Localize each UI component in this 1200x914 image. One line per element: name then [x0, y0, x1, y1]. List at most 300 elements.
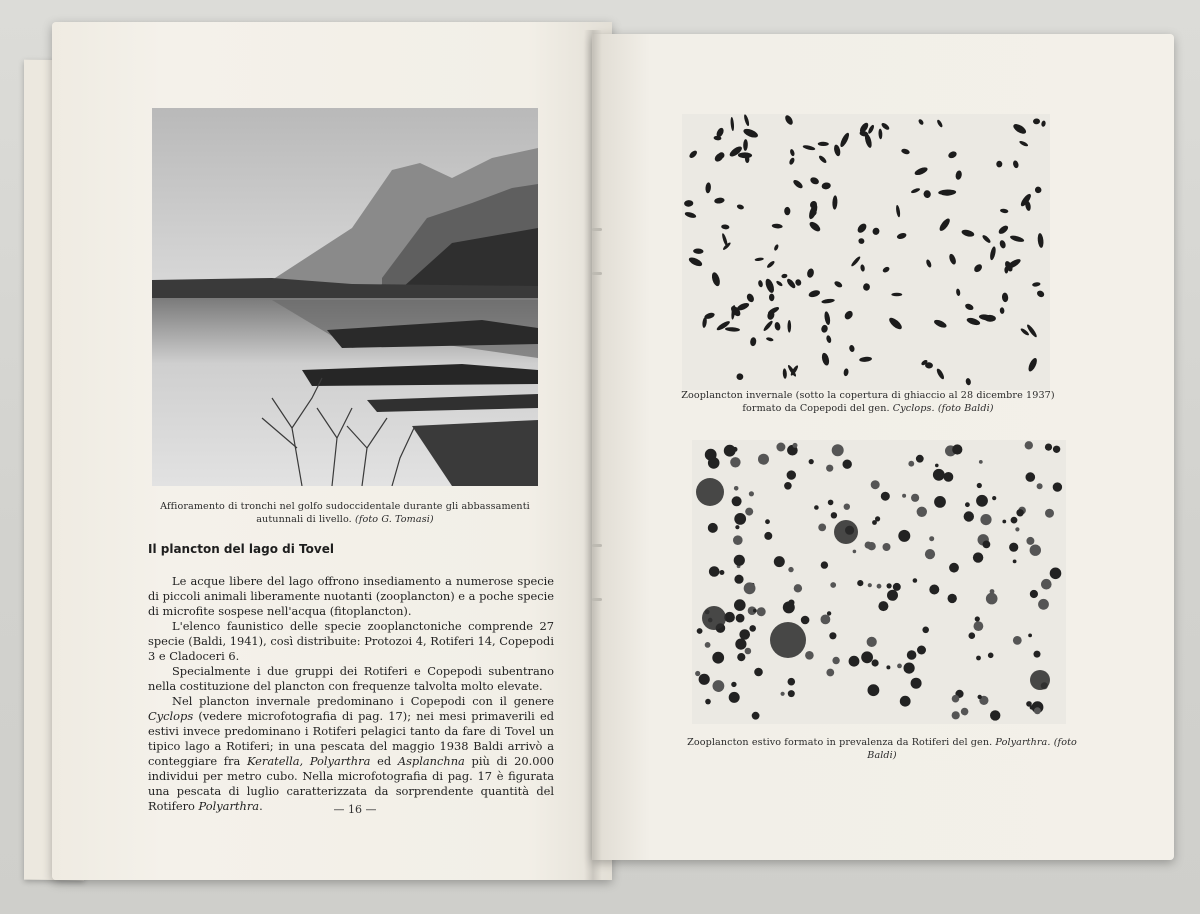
copepod-speck [826, 335, 832, 344]
rotifer-speck [708, 523, 718, 533]
rotifer-speck [828, 500, 834, 506]
copepod-speck [802, 144, 815, 151]
copepod-speck [688, 149, 698, 159]
copepod-speck [918, 118, 925, 125]
rotifer-speck [844, 504, 850, 510]
landscape-photo-caption [140, 500, 550, 526]
copepod-speck [784, 114, 795, 126]
copepod-speck [1032, 282, 1041, 287]
copepod-speck [914, 166, 929, 177]
rotifer-speck [944, 472, 954, 482]
copepod-speck [705, 182, 711, 193]
rotifer-speck [758, 454, 769, 465]
genus-name: Polyarthra [198, 799, 260, 813]
rotifer-speck [911, 494, 919, 502]
rotifer-speck [911, 678, 922, 689]
copepod-speck [818, 154, 828, 164]
rotifer-speck [788, 567, 793, 572]
copepod-speck [880, 122, 890, 131]
copepod-speck [850, 255, 861, 267]
rotifer-speck [809, 459, 814, 464]
paragraph: Specialmente i due gruppi dei Rotiferi e Copepodi subentrano nella costituzione del plancton con frequenze talvolta molto elevate. [148, 664, 554, 693]
copepod-speck [955, 170, 963, 180]
rotifer-speck [814, 505, 819, 510]
rotifer-speck [975, 616, 980, 621]
rotifer-speck [964, 511, 974, 521]
rotifer-cluster [770, 622, 806, 658]
summer-micrograph-caption [672, 736, 1092, 762]
winter-micrograph-caption [668, 389, 1068, 415]
rotifer-speck [929, 585, 939, 595]
genus-name: Keratella, Polyarthra [246, 754, 371, 768]
rotifer-speck [904, 663, 915, 674]
copepod-speck [792, 178, 804, 189]
rotifer-speck [913, 578, 918, 583]
copepod-speck [693, 248, 704, 254]
rotifer-speck [754, 668, 763, 677]
copepod-speck [948, 253, 957, 265]
copepod-speck [821, 298, 835, 304]
rotifer-speck [988, 653, 994, 659]
copepod-speck [742, 127, 759, 139]
rotifer-speck [765, 519, 770, 524]
rotifer-speck [1034, 707, 1041, 714]
rotifer-speck [952, 711, 960, 719]
copepod-speck [782, 368, 787, 379]
text-run: ed [370, 754, 398, 768]
rotifer-speck [965, 502, 970, 507]
copepod-speck [743, 114, 750, 127]
rotifer-speck [712, 652, 724, 664]
rotifer-speck [929, 536, 934, 541]
rotifer-speck [794, 584, 802, 592]
rotifer-speck [757, 607, 766, 616]
rotifer-speck [826, 465, 833, 472]
rotifer-speck [872, 659, 879, 666]
copepod-speck [745, 292, 755, 303]
copepod-speck [772, 223, 783, 229]
rotifer-speck [973, 552, 983, 562]
rotifer-speck [952, 444, 962, 454]
rotifer-speck [788, 600, 794, 606]
copepod-speck [833, 280, 843, 289]
rotifer-speck [735, 639, 746, 650]
copepod-speck [1034, 185, 1043, 194]
rotifer-cluster [834, 520, 858, 544]
copepod-speck [1019, 140, 1029, 147]
copepod-speck [754, 257, 764, 261]
binding-staple [592, 598, 602, 601]
rotifer-speck [897, 664, 902, 669]
landscape-caption-credit: (foto G. Tomasi) [354, 514, 434, 525]
copepod-speck [860, 264, 865, 272]
rotifer-speck [908, 461, 914, 467]
copepod-speck [821, 352, 831, 366]
rotifer-speck [736, 614, 745, 623]
copepod-speck [961, 229, 975, 238]
rotifer-speck [868, 583, 872, 587]
rotifer-speck [737, 653, 745, 661]
copepod-speck [901, 148, 911, 155]
rotifer-speck [986, 593, 998, 605]
rotifer-speck [735, 525, 739, 529]
copepod-speck [786, 277, 797, 289]
copepod-speck [821, 324, 829, 333]
copepod-speck [1036, 289, 1046, 298]
rotifer-speck [781, 692, 785, 696]
rotifer-speck [831, 512, 837, 518]
copepod-speck [867, 124, 875, 135]
rotifer-speck [961, 708, 969, 716]
copepod-speck [997, 224, 1009, 236]
copepod-speck [809, 176, 820, 186]
rotifer-speck [917, 646, 926, 655]
summer-caption-text: Zooplancton estivo formato in prevalenza da Rotiferi del gen. [687, 737, 996, 748]
rotifer-speck [697, 628, 703, 634]
rotifer-speck [976, 495, 988, 507]
rotifer-speck [745, 508, 753, 516]
rotifer-speck [821, 561, 828, 568]
rotifer-cluster [1030, 670, 1050, 690]
rotifer-speck [976, 656, 981, 661]
rotifer-speck [992, 496, 996, 500]
copepod-speck [856, 222, 868, 235]
rotifer-speck [709, 566, 720, 577]
rotifer-speck [1041, 579, 1052, 590]
rotifer-cluster [702, 606, 726, 630]
rotifer-speck [886, 665, 890, 669]
rotifer-speck [734, 599, 746, 611]
copepod-speck [736, 204, 744, 211]
rotifer-speck [865, 542, 872, 549]
copepod-speck [859, 356, 872, 362]
copepod-speck [833, 144, 841, 157]
rotifer-speck [990, 589, 995, 594]
rotifer-speck [732, 496, 742, 506]
rotifer-speck [900, 696, 911, 707]
copepod-speck [1033, 118, 1040, 124]
rotifer-speck [877, 584, 882, 589]
rotifer-speck [699, 674, 710, 685]
rotifer-speck [821, 615, 831, 625]
copepod-speck [688, 256, 704, 268]
copepod-speck [766, 337, 774, 342]
rotifer-speck [922, 627, 929, 634]
rotifer-speck [1013, 560, 1017, 564]
copepod-speck [843, 368, 849, 376]
rotifer-speck [952, 695, 960, 703]
rotifer-speck [861, 651, 873, 663]
copepod-speck [925, 259, 932, 268]
rotifer-speck [902, 494, 906, 498]
rotifer-speck [734, 513, 746, 525]
text-run: più di 20.000 individui per metro cubo. Nella microfotografia di pag. 17 è figurata una pescata di luglio caratterizzata da sorprendente quantità del Rotifero [148, 754, 554, 813]
rotifer-speck [724, 445, 736, 457]
rotifer-speck [867, 637, 877, 647]
rotifer-speck [745, 648, 752, 655]
rotifer-speck [843, 460, 852, 469]
copepod-speck [938, 217, 952, 233]
rotifer-speck [1045, 444, 1052, 451]
rotifer-speck [990, 710, 1000, 720]
rotifer-speck [916, 455, 924, 463]
copepod-speck [1037, 233, 1044, 248]
binding-staple [592, 272, 602, 275]
copepod-speck [1002, 292, 1009, 302]
copepod-speck [684, 211, 697, 219]
lake-landscape-photo [152, 108, 538, 486]
rotifer-speck [1050, 568, 1062, 580]
copepod-speck [858, 238, 865, 245]
rotifer-speck [832, 657, 839, 664]
rotifer-speck [980, 514, 991, 525]
copepod-speck [710, 271, 721, 287]
winter-caption-text: Zooplancton invernale (sotto la copertura di ghiaccio al 28 dicembre 1937) formato da Copepodi del gen. [681, 390, 1055, 414]
copepod-speck [1012, 160, 1019, 169]
rotifer-speck [830, 582, 836, 588]
copepod-speck [1000, 208, 1009, 213]
copepod-speck [788, 320, 792, 333]
copepod-speck [807, 203, 819, 220]
copepod-speck [1009, 234, 1024, 243]
copepod-speck [738, 152, 752, 158]
copepod-speck [789, 149, 795, 157]
rotifer-speck [969, 632, 976, 639]
rotifer-speck [1053, 482, 1062, 491]
rotifer-speck [878, 601, 888, 611]
copepod-speck [1027, 357, 1039, 373]
rotifer-speck [793, 443, 798, 448]
paragraph: L'elenco faunistico delle specie zooplanctoniche comprende 27 specie (Baldi, 1941), così distribuite: Protozoi 4, Rotiferi 14, Copepodi 3 e Cladoceri 6. [148, 619, 554, 663]
copepod-speck [750, 337, 757, 347]
rotifer-speck [853, 550, 857, 554]
rotifer-speck [887, 583, 892, 588]
copepod-speck [871, 227, 880, 237]
rotifer-speck [977, 483, 982, 488]
text-run: (vedere microfotografia di pag. 17); nei mesi primaverili ed estivi invece predominano i Rotiferi pelagici tanto da fare di Tovel un tipico lago a Rotiferi; in una pescata del maggio 1938 Baldi arrivò a conteggiare fra [148, 709, 554, 768]
rotifer-speck [708, 457, 720, 469]
copepod-speck [878, 129, 882, 140]
summer-caption-credit: (foto Baldi) [867, 737, 1077, 761]
rotifer-speck [1025, 441, 1033, 449]
copepod-speck [721, 233, 728, 247]
rotifer-speck [1053, 446, 1060, 453]
copepod-speck [762, 320, 774, 332]
copepod-speck [956, 288, 961, 296]
copepod-speck [1041, 120, 1046, 127]
body-text [148, 574, 554, 814]
winter-caption-genus: Cyclops. [892, 403, 935, 414]
rotifer-speck [752, 712, 760, 720]
copepod-speck [1026, 323, 1038, 338]
copepod-speck [863, 283, 871, 291]
rotifer-speck [849, 656, 860, 667]
summer-caption-genus: Polyarthra. [995, 737, 1051, 748]
rotifer-speck [1016, 509, 1023, 516]
rotifer-speck [788, 690, 795, 697]
copepod-speck [933, 318, 948, 329]
paragraph-plankton-winter [148, 694, 554, 814]
rotifer-speck [978, 695, 982, 699]
copepod-speck [743, 139, 748, 151]
rotifer-speck [764, 532, 772, 540]
rotifer-speck [1026, 472, 1036, 482]
copepod-speck [973, 263, 984, 274]
copepod-speck [887, 316, 903, 331]
copepod-speck [788, 157, 795, 166]
copepod-speck [981, 234, 991, 244]
rotifer-speck [948, 594, 957, 603]
copepod-speck [832, 195, 838, 209]
copepod-speck [891, 293, 902, 297]
copepod-speck [730, 117, 734, 131]
copepod-speck [935, 368, 945, 381]
copepod-speck [721, 224, 730, 230]
copepod-speck [784, 207, 790, 216]
rotifer-speck [907, 650, 917, 660]
winter-caption-credit: (foto Baldi) [937, 403, 994, 414]
copepod-speck [714, 197, 725, 204]
rotifer-speck [1009, 543, 1018, 552]
rotifer-speck [868, 684, 880, 696]
copepod-speck [775, 280, 783, 287]
rotifer-speck [898, 530, 910, 542]
rotifer-speck [881, 492, 890, 501]
rotifer-speck [933, 469, 945, 481]
copepod-speck [895, 205, 900, 218]
rotifer-speck [749, 491, 754, 496]
copepod-speck [966, 316, 981, 326]
rotifer-speck [1013, 636, 1022, 645]
rotifer-speck [949, 563, 959, 573]
rotifer-speck [1026, 701, 1032, 707]
copepod-speck [923, 190, 931, 199]
paragraph: Le acque libere del lago offrono insediamento a numerose specie di piccoli animali liberamente nuotanti (zooplancton) e a poche specie di microfite sospese nell'acqua (fitoplancton). [148, 574, 554, 618]
rotifer-speck [827, 611, 831, 615]
rotifer-speck [705, 642, 711, 648]
copepod-speck [769, 294, 775, 302]
rotifer-speck [872, 520, 877, 525]
rotifer-speck [744, 582, 756, 594]
rotifer-speck [887, 590, 898, 601]
rotifer-speck [774, 556, 785, 567]
rotifer-speck [1034, 651, 1041, 658]
rotifer-speck [1028, 634, 1032, 638]
rotifer-speck [1030, 590, 1038, 598]
genus-name: Cyclops [148, 709, 194, 723]
copepod-speck [794, 278, 802, 286]
copepod-speck [996, 161, 1002, 168]
copepod-speck [774, 322, 781, 332]
rotifer-speck [749, 625, 756, 632]
copepod-speck [818, 142, 829, 146]
rotifer-speck [695, 671, 700, 676]
copepod-speck [736, 373, 744, 381]
rotifer-speck [1030, 545, 1041, 556]
rotifer-speck [883, 543, 891, 551]
rotifer-speck [826, 669, 834, 677]
rotifer-speck [787, 470, 796, 479]
rotifer-speck [713, 680, 725, 692]
rotifer-speck [801, 616, 810, 625]
rotifer-speck [925, 549, 935, 559]
rotifer-speck [1011, 517, 1018, 524]
binding-staple [592, 228, 602, 231]
rotifer-speck [1037, 483, 1043, 489]
rotifer-speck [917, 507, 927, 517]
section-heading: Il plancton del lago di Tovel [148, 542, 334, 556]
rotifer-speck [729, 692, 740, 703]
rotifer-speck [979, 460, 983, 464]
copepod-speck [808, 289, 821, 298]
rotifer-speck [730, 457, 740, 467]
rotifer-speck [1026, 537, 1034, 545]
rotifer-speck [983, 541, 991, 549]
copepod-speck [964, 303, 974, 312]
copepod-speck [773, 244, 779, 252]
rotifer-speck [784, 482, 792, 490]
rotifer-speck [893, 583, 901, 591]
book-gutter [584, 30, 602, 880]
page-number: — 16 — [333, 803, 377, 816]
rotifer-speck [776, 443, 785, 452]
rotifer-speck [1015, 527, 1019, 531]
copepod-speck [936, 119, 943, 128]
copepod-speck [989, 246, 997, 261]
rotifer-speck [734, 575, 743, 584]
copepod-speck [848, 344, 855, 352]
rotifer-speck [832, 444, 844, 456]
rotifer-speck [719, 570, 724, 575]
rotifer-speck [935, 464, 939, 468]
copepod-speck [1012, 122, 1028, 136]
rotifer-speck [1045, 509, 1054, 518]
rotifer-speck [818, 524, 826, 532]
rotifer-speck [805, 651, 814, 660]
copepod-speck [896, 232, 907, 240]
text-run: Nel plancton invernale predominano i Copepodi con il genere [172, 694, 554, 708]
binding-staple [592, 544, 602, 547]
copepod-speck [965, 378, 971, 386]
copepod-speck [999, 307, 1004, 314]
copepod-speck [764, 278, 776, 294]
copepod-speck [808, 220, 822, 233]
landscape-caption-text: Affioramento di tronchi nel golfo sudoccidentale durante gli abbassamenti autunnali di livello. [160, 501, 530, 525]
copepod-speck [766, 260, 776, 269]
copepod-speck [781, 273, 788, 278]
copepod-speck [947, 150, 958, 159]
rotifer-speck [934, 496, 946, 508]
copepod-speck [839, 132, 851, 149]
rotifer-speck [788, 678, 796, 686]
copepod-speck [806, 268, 815, 279]
copepod-speck [843, 309, 854, 321]
rotifer-speck [739, 629, 750, 640]
copepod-speck [910, 187, 920, 194]
rotifer-speck [857, 580, 863, 586]
rotifer-speck [974, 621, 984, 631]
copepod-speck [821, 182, 831, 190]
winter-zooplankton-micrograph [682, 114, 1050, 390]
rotifer-speck [871, 480, 880, 489]
rotifer-speck [705, 699, 711, 705]
copepod-speck [824, 311, 832, 325]
rotifer-speck [829, 632, 836, 639]
genus-name: Asplanchna [397, 754, 465, 768]
rotifer-cluster [696, 478, 724, 506]
copepod-speck [999, 239, 1007, 249]
rotifer-speck [1038, 599, 1049, 610]
